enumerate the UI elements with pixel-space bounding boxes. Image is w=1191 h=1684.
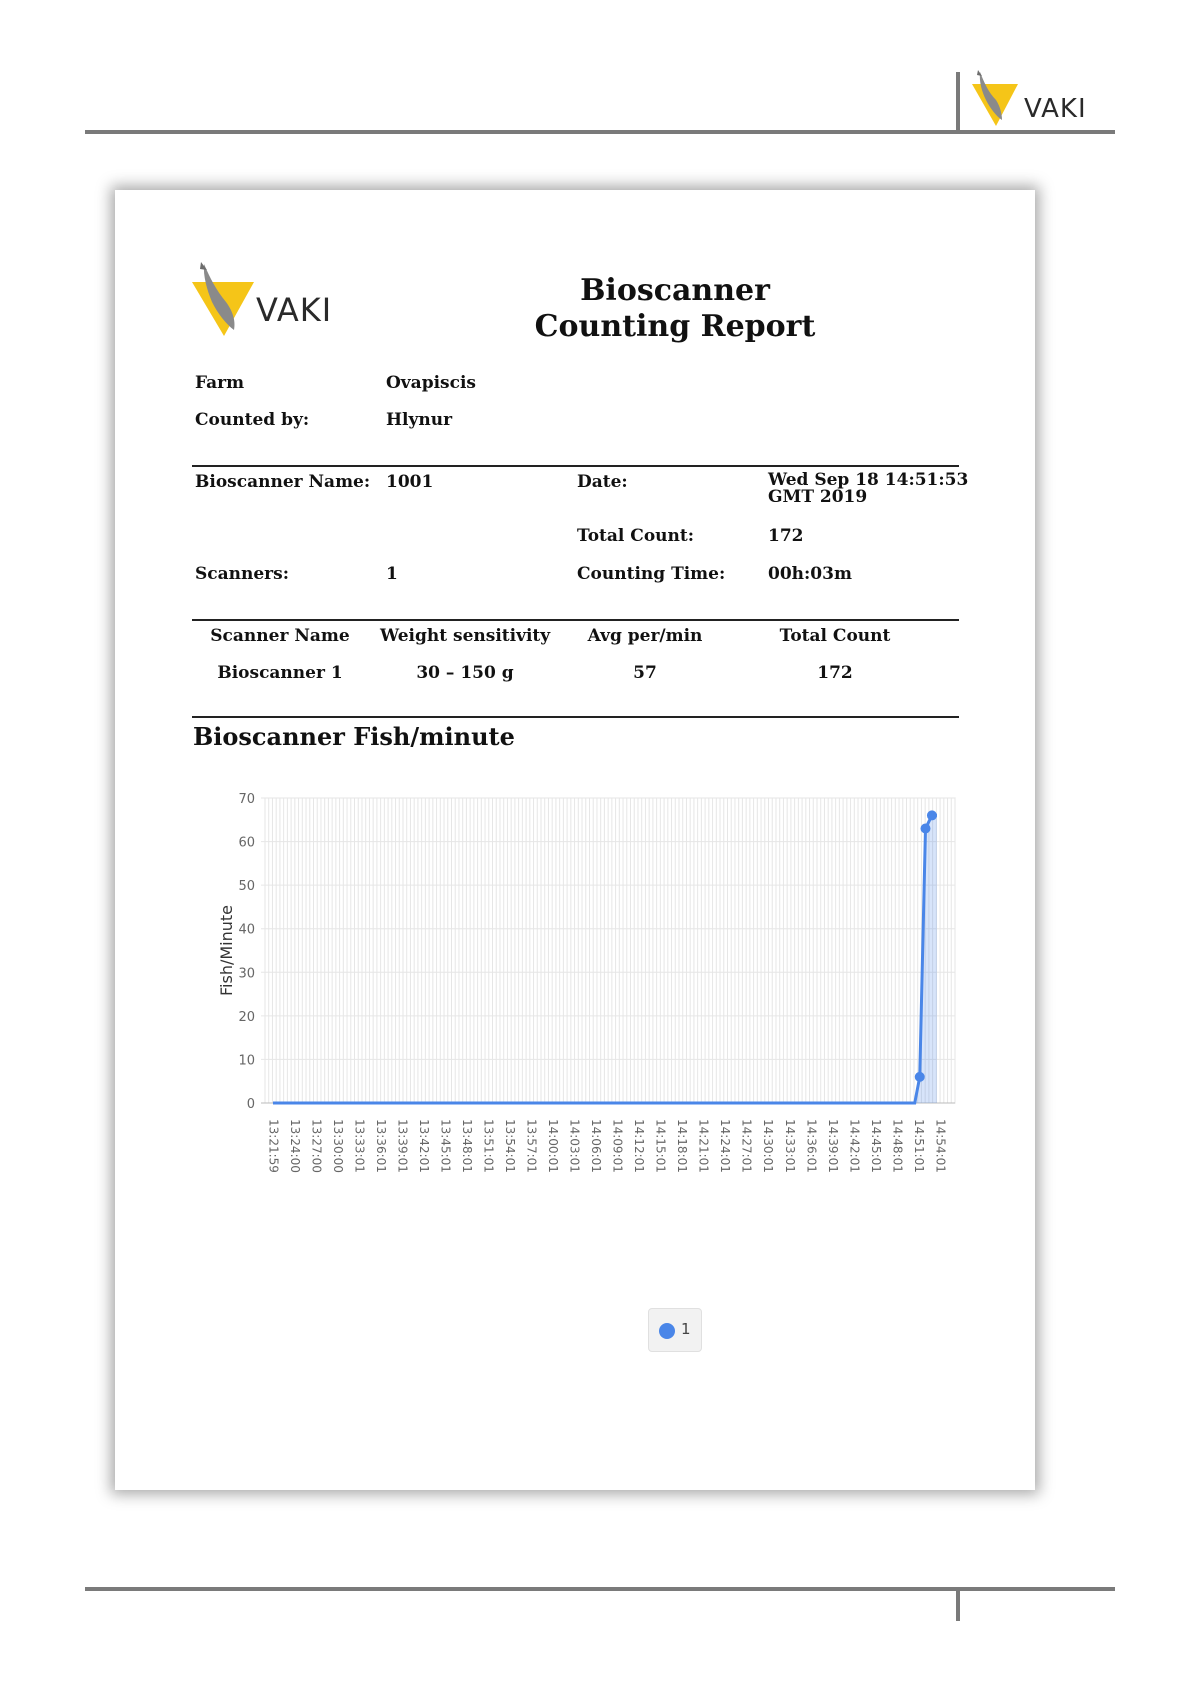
report-page: [115, 190, 1035, 1490]
total-count-label: Total Count:: [577, 526, 694, 546]
table-header-total-count: Total Count: [779, 626, 891, 646]
bioscanner-name-label: Bioscanner Name:: [195, 472, 371, 492]
farm-value: Ovapiscis: [386, 373, 476, 393]
table-header-weight-sensitivity: Weight sensitivity: [380, 626, 551, 646]
x-tick-label: 13:48:01: [460, 1119, 475, 1173]
chart-legend[interactable]: [648, 1308, 702, 1352]
legend-series-label: 1: [681, 1320, 691, 1338]
report-logo: [190, 262, 360, 342]
vaki-fish-icon: [190, 262, 260, 342]
date-label: Date:: [577, 472, 628, 492]
y-tick-label: 60: [238, 835, 255, 851]
counting-time-value: 00h:03m: [768, 564, 852, 584]
table-header-avg-per-min: Avg per/min: [587, 626, 703, 646]
section-title: Bioscanner Fish/minute: [193, 722, 515, 751]
x-tick-label: 14:27:01: [739, 1119, 754, 1173]
date-value-line1: Wed Sep 18 14:51:53: [768, 470, 969, 490]
report-title-line2: Counting Report: [534, 309, 816, 344]
counted-by-value: Hlynur: [386, 410, 453, 430]
section-rule: [192, 465, 959, 467]
footer-rule: [85, 1587, 1115, 1591]
x-tick-label: 14:48:01: [890, 1119, 905, 1173]
date-value: [768, 472, 968, 506]
x-tick-label: 14:54:01: [933, 1119, 948, 1173]
vaki-fish-icon: [966, 70, 1026, 130]
chart-plot-area: [265, 798, 955, 1103]
header-logo: [966, 70, 1106, 130]
y-tick-label: 50: [238, 879, 255, 895]
x-tick-label: 13:39:01: [395, 1119, 410, 1173]
table-cell-scanner-name: Bioscanner 1: [217, 663, 343, 683]
x-tick-label: 13:27:00: [309, 1119, 324, 1173]
series-point: [927, 810, 937, 820]
chart-canvas: [210, 790, 970, 1310]
header-rule: [85, 130, 1115, 134]
table-cell-total-count: 172: [817, 663, 853, 683]
total-count-value: 172: [768, 526, 804, 546]
scanners-label: Scanners:: [195, 564, 289, 584]
table-header-scanner-name: Scanner Name: [210, 626, 350, 646]
x-tick-label: 13:36:01: [374, 1119, 389, 1173]
x-tick-label: 14:09:01: [610, 1119, 625, 1173]
x-tick-label: 14:39:01: [825, 1119, 840, 1173]
x-tick-label: 13:42:01: [417, 1119, 432, 1173]
x-tick-label: 14:00:01: [546, 1119, 561, 1173]
x-tick-label: 13:54:01: [503, 1119, 518, 1173]
x-tick-label: 13:33:01: [352, 1119, 367, 1173]
x-tick-label: 14:24:01: [718, 1119, 733, 1173]
y-tick-label: 0: [246, 1097, 255, 1112]
y-tick-label: 30: [238, 966, 255, 982]
counted-by-label: Counted by:: [195, 410, 310, 430]
x-tick-label: 14:45:01: [868, 1119, 883, 1173]
x-tick-label: 14:15:01: [653, 1119, 668, 1173]
table-cell-weight-sensitivity: 30 – 150 g: [416, 663, 514, 683]
y-axis-label: Fish/Minute: [217, 905, 236, 996]
x-tick-label: 14:18:01: [675, 1119, 690, 1173]
section-rule: [192, 716, 959, 718]
table-cell-avg-per-min: 57: [633, 663, 657, 683]
footer-divider: [956, 1589, 960, 1621]
series-point: [915, 1072, 925, 1082]
report-logo-text: VAKI: [256, 291, 333, 329]
counting-time-label: Counting Time:: [577, 564, 726, 584]
x-tick-label: 14:33:01: [782, 1119, 797, 1173]
x-tick-label: 13:21:59: [266, 1119, 281, 1173]
scanners-value: 1: [386, 564, 398, 584]
y-tick-label: 40: [238, 922, 255, 938]
report-title-line1: Bioscanner: [580, 273, 770, 308]
report-title: [450, 273, 900, 345]
x-tick-label: 13:24:00: [288, 1119, 303, 1173]
x-tick-label: 14:36:01: [804, 1119, 819, 1173]
fish-per-minute-chart: [210, 790, 970, 1360]
x-tick-label: 14:03:01: [567, 1119, 582, 1173]
series-point: [920, 824, 930, 834]
y-tick-label: 10: [238, 1053, 255, 1069]
x-tick-label: 14:51:01: [911, 1119, 926, 1173]
x-tick-label: 14:06:01: [589, 1119, 604, 1173]
header-logo-text: VAKI: [1024, 94, 1087, 124]
bioscanner-name-value: 1001: [386, 472, 434, 492]
section-rule: [192, 619, 959, 621]
x-tick-label: 14:12:01: [632, 1119, 647, 1173]
x-tick-label: 13:45:01: [438, 1119, 453, 1173]
y-tick-label: 20: [238, 1009, 255, 1025]
x-tick-label: 14:42:01: [847, 1119, 862, 1173]
x-tick-label: 14:30:01: [761, 1119, 776, 1173]
farm-label: Farm: [195, 373, 245, 393]
y-tick-label: 70: [238, 792, 255, 807]
date-value-line2: GMT 2019: [768, 487, 868, 507]
x-tick-label: 13:30:00: [331, 1119, 346, 1173]
x-tick-label: 14:21:01: [696, 1119, 711, 1173]
header-divider: [956, 72, 960, 132]
x-tick-label: 13:57:01: [524, 1119, 539, 1173]
x-tick-label: 13:51:01: [481, 1119, 496, 1173]
legend-series-marker: [659, 1323, 675, 1339]
